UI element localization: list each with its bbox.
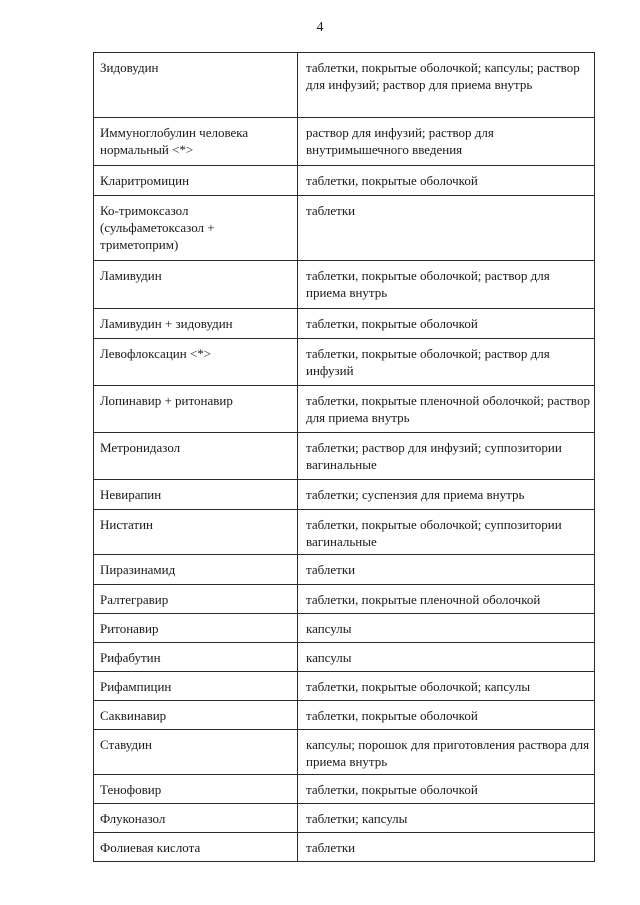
dosage-form-cell: капсулы xyxy=(298,643,595,672)
table-row xyxy=(94,510,595,555)
dosage-form-cell: таблетки xyxy=(298,196,595,261)
dosage-form-cell: таблетки, покрытые оболочкой xyxy=(298,775,595,804)
table-row xyxy=(94,339,595,386)
dosage-form-cell: таблетки, покрытые оболочкой; раствор для инфузий xyxy=(298,339,595,386)
drug-name-cell: Зидовудин xyxy=(94,53,298,118)
drug-name-cell: Рифабутин xyxy=(94,643,298,672)
table-row xyxy=(94,672,595,701)
drug-name-cell: Ралтегравир xyxy=(94,585,298,614)
drug-name-cell: Метронидазол xyxy=(94,433,298,480)
drug-name-cell: Пиразинамид xyxy=(94,555,298,585)
table-row xyxy=(94,386,595,433)
dosage-form-cell: таблетки, покрытые оболочкой; капсулы; раствор для инфузий; раствор для приема внутрь xyxy=(298,53,595,118)
drug-name-cell: Флуконазол xyxy=(94,804,298,833)
drug-name-cell: Ламивудин + зидовудин xyxy=(94,309,298,339)
drug-name-cell: Рифампицин xyxy=(94,672,298,701)
dosage-form-cell: таблетки; суспензия для приема внутрь xyxy=(298,480,595,510)
dosage-form-cell: таблетки; раствор для инфузий; суппозитории вагинальные xyxy=(298,433,595,480)
dosage-form-cell: таблетки; капсулы xyxy=(298,804,595,833)
drug-name-cell: Нистатин xyxy=(94,510,298,555)
table-row xyxy=(94,804,595,833)
dosage-form-cell: таблетки, покрытые оболочкой; суппозитории вагинальные xyxy=(298,510,595,555)
drug-name-cell: Ко-тримоксазол (сульфаметоксазол + триметоприм) xyxy=(94,196,298,261)
table-row xyxy=(94,309,595,339)
drug-name-cell: Тенофовир xyxy=(94,775,298,804)
dosage-form-cell: таблетки xyxy=(298,555,595,585)
table-row xyxy=(94,555,595,585)
table-row xyxy=(94,196,595,261)
table-row xyxy=(94,701,595,730)
dosage-form-cell: таблетки, покрытые оболочкой; раствор для приема внутрь xyxy=(298,261,595,309)
table-row xyxy=(94,53,595,118)
table-row xyxy=(94,833,595,862)
table-row xyxy=(94,614,595,643)
table-row xyxy=(94,261,595,309)
drug-name-cell: Фолиевая кислота xyxy=(94,833,298,862)
drug-name-cell: Иммуноглобулин человека нормальный <*> xyxy=(94,118,298,166)
table-row xyxy=(94,585,595,614)
drug-name-cell: Ставудин xyxy=(94,730,298,775)
table-row xyxy=(94,775,595,804)
drug-name-cell: Лопинавир + ритонавир xyxy=(94,386,298,433)
dosage-form-cell: таблетки, покрытые пленочной оболочкой xyxy=(298,585,595,614)
table-row xyxy=(94,643,595,672)
table-row xyxy=(94,433,595,480)
dosage-form-cell: таблетки xyxy=(298,833,595,862)
dosage-form-cell: таблетки, покрытые оболочкой; капсулы xyxy=(298,672,595,701)
dosage-form-cell: капсулы; порошок для приготовления раствора для приема внутрь xyxy=(298,730,595,775)
drug-name-cell: Левофлоксацин <*> xyxy=(94,339,298,386)
dosage-form-cell: таблетки, покрытые оболочкой xyxy=(298,166,595,196)
table-row xyxy=(94,730,595,775)
drug-table xyxy=(93,52,595,862)
drug-name-cell: Ритонавир xyxy=(94,614,298,643)
drug-name-cell: Невирапин xyxy=(94,480,298,510)
drug-name-cell: Саквинавир xyxy=(94,701,298,730)
table-row xyxy=(94,166,595,196)
dosage-form-cell: таблетки, покрытые оболочкой xyxy=(298,701,595,730)
dosage-form-cell: таблетки, покрытые оболочкой xyxy=(298,309,595,339)
page-number: 4 xyxy=(316,20,324,35)
dosage-form-cell: таблетки, покрытые пленочной оболочкой; раствор для приема внутрь xyxy=(298,386,595,433)
table-row xyxy=(94,480,595,510)
dosage-form-cell: капсулы xyxy=(298,614,595,643)
drug-name-cell: Кларитромицин xyxy=(94,166,298,196)
dosage-form-cell: раствор для инфузий; раствор для внутримышечного введения xyxy=(298,118,595,166)
table-row xyxy=(94,118,595,166)
drug-name-cell: Ламивудин xyxy=(94,261,298,309)
